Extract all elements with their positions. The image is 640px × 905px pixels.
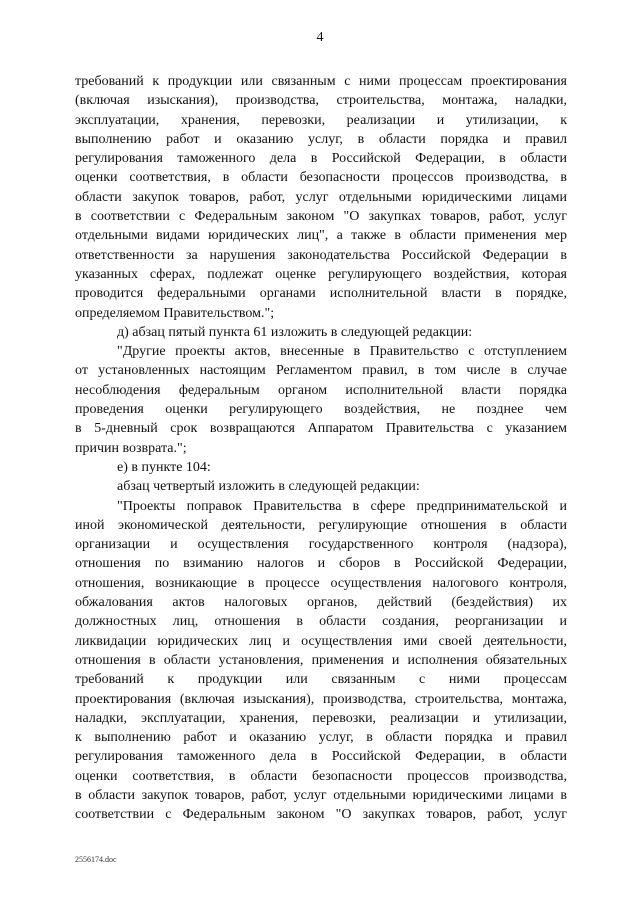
text-line: обжалования актов налоговых органов, действий (бездействия) их: [75, 595, 567, 611]
text-line: (включая изыскания), производства, строительства, монтажа, наладки,: [75, 93, 567, 109]
footer-filename: 2556174.doc: [75, 855, 117, 864]
text-line: указанных сферах, подлежат оценке регулирующего воздействия, которая: [75, 266, 567, 282]
text-line: наладки, эксплуатации, хранения, перевозки, реализации и утилизации,: [75, 710, 567, 726]
text-line: "Другие проекты актов, внесенные в Правительство с отступлением: [117, 344, 567, 360]
text-line: отношения в области установления, применения и исполнения обязательных: [75, 652, 567, 668]
text-line: организации и осуществления государственного контроля (надзора),: [75, 537, 567, 553]
text-line: проектирования (включая изыскания), производства, строительства, монтажа,: [75, 691, 567, 707]
text-line: регулирования таможенного дела в Российской Федерации, в области: [75, 749, 567, 765]
text-line: требований к продукции или связанным с ними процессам: [75, 672, 567, 688]
text-line: д) абзац пятый пункта 61 изложить в следующей редакции:: [117, 324, 473, 340]
text-line: требований к продукции или связанным с ними процессам проектирования: [75, 74, 567, 89]
text-line: определяемом Правительством.";: [75, 305, 275, 321]
document-body: [75, 72, 567, 825]
text-line: причин возврата.";: [75, 440, 187, 456]
text-line: абзац четвертый изложить в следующей редакции:: [117, 479, 420, 495]
text-line: области закупок товаров, работ, услуг отдельными юридическими лицами: [75, 189, 567, 205]
text-line: отношения по взиманию налогов и сборов в Российской Федерации,: [75, 556, 567, 572]
text-line: регулирования таможенного дела в Российской Федерации, в области: [75, 151, 567, 167]
text-line: отдельными видами юридических лиц", а также в области применения мер: [75, 228, 567, 244]
text-line: в соответствии с Федеральным законом "О закупках товаров, работ, услуг: [75, 209, 567, 225]
text-line: от установленных настоящим Регламентом правил, в том числе в случае: [75, 363, 567, 379]
text-line: соответствии с Федеральным законом "О закупках товаров, работ, услуг: [75, 807, 567, 823]
text-line: проведения оценки регулирующего воздействия, не позднее чем: [75, 402, 567, 418]
text-line: в области закупок товаров, работ, услуг отдельными юридическими лицами в: [75, 787, 567, 803]
text-line: е) в пункте 104:: [117, 459, 211, 475]
text-line: должностных лиц, отношения в области создания, реорганизации и: [75, 614, 567, 630]
text-line: несоблюдения федеральным органом исполнительной власти порядка: [75, 382, 567, 398]
page-number: 4: [316, 30, 324, 45]
text-line: к выполнению работ и оказанию услуг, в области порядка и правил: [75, 730, 567, 746]
text-line: проводится федеральными органами исполнительной власти в порядке,: [75, 286, 567, 302]
text-line: иной экономической деятельности, регулирующие отношения в области: [75, 517, 567, 533]
text-line: ответственности за нарушения законодательства Российской Федерации в: [75, 247, 567, 263]
text-line: оценки соответствия, в области безопасности процессов производства, в: [75, 170, 567, 186]
text-line: выполнению работ и оказанию услуг, в области порядка и правил: [75, 131, 567, 147]
text-line: эксплуатации, хранения, перевозки, реализации и утилизации, к: [75, 112, 567, 128]
text-line: отношения, возникающие в процессе осуществления налогового контроля,: [75, 575, 567, 591]
text-line: оценки соответствия, в области безопасности процессов производства,: [75, 768, 567, 784]
text-line: в 5-дневный срок возвращаются Аппаратом Правительства с указанием: [75, 421, 567, 437]
text-line: "Проекты поправок Правительства в сфере предпринимательской и: [117, 498, 567, 514]
text-line: ликвидации юридических лиц и осуществления ими своей деятельности,: [75, 633, 567, 649]
